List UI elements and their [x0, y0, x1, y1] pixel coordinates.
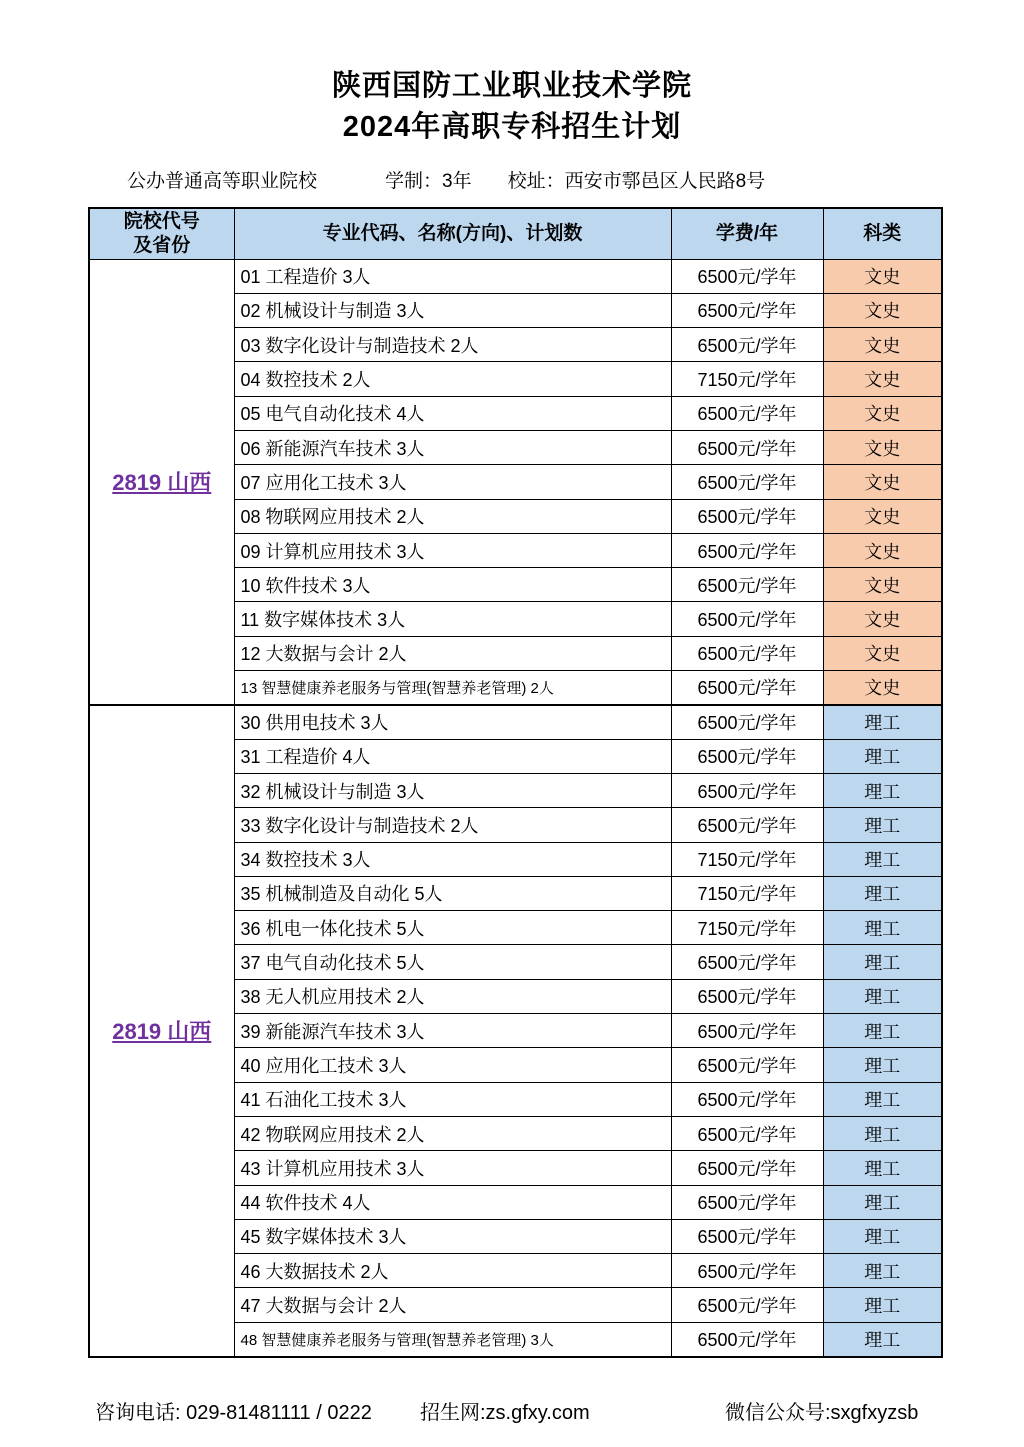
school-duration: 学制：3年 [385, 171, 472, 192]
title-line-1: 陕西国防工业职业技术学院 [331, 70, 692, 102]
fee-cell: 6500元/学年 [671, 1116, 823, 1150]
category-cell: 理工 [823, 739, 942, 773]
fee-cell: 6500元/学年 [671, 739, 823, 773]
header-college-line2: 及省份 [133, 234, 191, 256]
major-cell: 45 数字媒体技术 3人 [234, 1219, 671, 1253]
school-address: 校址：西安市鄠邑区人民路8号 [507, 171, 766, 192]
fee-cell: 6500元/学年 [671, 499, 823, 533]
fee-cell: 6500元/学年 [671, 396, 823, 430]
major-cell: 44 软件技术 4人 [234, 1185, 671, 1219]
category-cell: 理工 [823, 1185, 942, 1219]
category-cell: 理工 [823, 705, 942, 739]
table-header [89, 208, 942, 259]
document-title [0, 66, 1024, 148]
category-cell: 文史 [823, 671, 942, 705]
major-cell: 07 应用化工技术 3人 [234, 465, 671, 499]
college-code-label: 2819 山西 [112, 1019, 212, 1045]
header-college-line1: 院校代号 [123, 210, 200, 232]
major-cell: 47 大数据与会计 2人 [234, 1288, 671, 1322]
fee-cell: 6500元/学年 [671, 671, 823, 705]
major-cell: 10 软件技术 3人 [234, 568, 671, 602]
category-cell: 文史 [823, 602, 942, 636]
major-cell: 09 计算机应用技术 3人 [234, 533, 671, 567]
school-info-line [127, 166, 765, 193]
category-cell: 文史 [823, 328, 942, 362]
contact-phone: 咨询电话: 029-81481111 / 0222 [95, 1402, 372, 1424]
fee-cell: 6500元/学年 [671, 636, 823, 670]
major-cell: 32 机械设计与制造 3人 [234, 773, 671, 807]
header-row [89, 208, 942, 259]
fee-cell: 6500元/学年 [671, 259, 823, 293]
header-fee: 学费/年 [671, 208, 823, 259]
fee-cell: 7150元/学年 [671, 842, 823, 876]
major-cell: 06 新能源汽车技术 3人 [234, 430, 671, 464]
fee-cell: 6500元/学年 [671, 1151, 823, 1185]
category-cell: 理工 [823, 1082, 942, 1116]
fee-cell: 6500元/学年 [671, 808, 823, 842]
category-cell: 理工 [823, 773, 942, 807]
fee-cell: 6500元/学年 [671, 293, 823, 327]
major-cell: 46 大数据技术 2人 [234, 1254, 671, 1288]
college-code-label: 2819 山西 [112, 470, 212, 496]
fee-cell: 6500元/学年 [671, 533, 823, 567]
category-cell: 理工 [823, 1219, 942, 1253]
major-cell: 11 数字媒体技术 3人 [234, 602, 671, 636]
category-cell: 文史 [823, 465, 942, 499]
category-cell: 文史 [823, 293, 942, 327]
category-cell: 理工 [823, 911, 942, 945]
major-cell: 13 智慧健康养老服务与管理(智慧养老管理) 2人 [234, 671, 671, 705]
category-cell: 理工 [823, 979, 942, 1013]
category-cell: 理工 [823, 1288, 942, 1322]
college-code-cell [89, 259, 234, 705]
major-cell: 35 机械制造及自动化 5人 [234, 876, 671, 910]
title-line-2: 2024年高职专科招生计划 [342, 111, 682, 143]
college-code-cell [89, 705, 234, 1357]
major-cell: 39 新能源汽车技术 3人 [234, 1014, 671, 1048]
fee-cell: 6500元/学年 [671, 602, 823, 636]
fee-cell: 6500元/学年 [671, 773, 823, 807]
category-cell: 理工 [823, 1048, 942, 1082]
major-cell: 42 物联网应用技术 2人 [234, 1116, 671, 1150]
major-cell: 01 工程造价 3人 [234, 259, 671, 293]
table-body [89, 259, 942, 1357]
table-row [89, 259, 942, 293]
major-cell: 31 工程造价 4人 [234, 739, 671, 773]
fee-cell: 6500元/学年 [671, 1219, 823, 1253]
category-cell: 理工 [823, 808, 942, 842]
enrollment-table [88, 207, 943, 1358]
major-cell: 08 物联网应用技术 2人 [234, 499, 671, 533]
header-category: 科类 [823, 208, 942, 259]
major-cell: 02 机械设计与制造 3人 [234, 293, 671, 327]
category-cell: 理工 [823, 876, 942, 910]
category-cell: 理工 [823, 842, 942, 876]
category-cell: 理工 [823, 945, 942, 979]
major-cell: 33 数字化设计与制造技术 2人 [234, 808, 671, 842]
category-cell: 文史 [823, 362, 942, 396]
category-cell: 理工 [823, 1116, 942, 1150]
fee-cell: 6500元/学年 [671, 465, 823, 499]
fee-cell: 6500元/学年 [671, 1048, 823, 1082]
fee-cell: 6500元/学年 [671, 1254, 823, 1288]
category-cell: 文史 [823, 396, 942, 430]
major-cell: 12 大数据与会计 2人 [234, 636, 671, 670]
major-cell: 04 数控技术 2人 [234, 362, 671, 396]
major-cell: 43 计算机应用技术 3人 [234, 1151, 671, 1185]
fee-cell: 7150元/学年 [671, 362, 823, 396]
fee-cell: 6500元/学年 [671, 568, 823, 602]
fee-cell: 6500元/学年 [671, 705, 823, 739]
enrollment-table-wrap [88, 207, 941, 1358]
category-cell: 文史 [823, 499, 942, 533]
category-cell: 文史 [823, 533, 942, 567]
fee-cell: 6500元/学年 [671, 1082, 823, 1116]
category-cell: 文史 [823, 259, 942, 293]
school-type: 公办普通高等职业院校 [127, 171, 318, 192]
fee-cell: 7150元/学年 [671, 876, 823, 910]
table-row [89, 705, 942, 739]
major-cell: 30 供用电技术 3人 [234, 705, 671, 739]
category-cell: 理工 [823, 1151, 942, 1185]
header-college-code [89, 208, 234, 259]
category-cell: 理工 [823, 1322, 942, 1356]
header-major: 专业代码、名称(方向)、计划数 [234, 208, 671, 259]
major-cell: 41 石油化工技术 3人 [234, 1082, 671, 1116]
category-cell: 文史 [823, 430, 942, 464]
category-cell: 文史 [823, 636, 942, 670]
major-cell: 37 电气自动化技术 5人 [234, 945, 671, 979]
category-cell: 文史 [823, 568, 942, 602]
major-cell: 36 机电一体化技术 5人 [234, 911, 671, 945]
fee-cell: 6500元/学年 [671, 945, 823, 979]
major-cell: 40 应用化工技术 3人 [234, 1048, 671, 1082]
category-cell: 理工 [823, 1254, 942, 1288]
major-cell: 48 智慧健康养老服务与管理(智慧养老管理) 3人 [234, 1322, 671, 1356]
fee-cell: 6500元/学年 [671, 328, 823, 362]
major-cell: 03 数字化设计与制造技术 2人 [234, 328, 671, 362]
major-cell: 38 无人机应用技术 2人 [234, 979, 671, 1013]
fee-cell: 6500元/学年 [671, 979, 823, 1013]
major-cell: 34 数控技术 3人 [234, 842, 671, 876]
fee-cell: 6500元/学年 [671, 430, 823, 464]
fee-cell: 6500元/学年 [671, 1185, 823, 1219]
major-cell: 05 电气自动化技术 4人 [234, 396, 671, 430]
fee-cell: 6500元/学年 [671, 1014, 823, 1048]
category-cell: 理工 [823, 1014, 942, 1048]
fee-cell: 6500元/学年 [671, 1288, 823, 1322]
wechat-account: 微信公众号:sxgfxyzsb [725, 1402, 919, 1424]
fee-cell: 7150元/学年 [671, 911, 823, 945]
admission-website: 招生网:zs.gfxy.com [420, 1402, 590, 1424]
fee-cell: 6500元/学年 [671, 1322, 823, 1356]
